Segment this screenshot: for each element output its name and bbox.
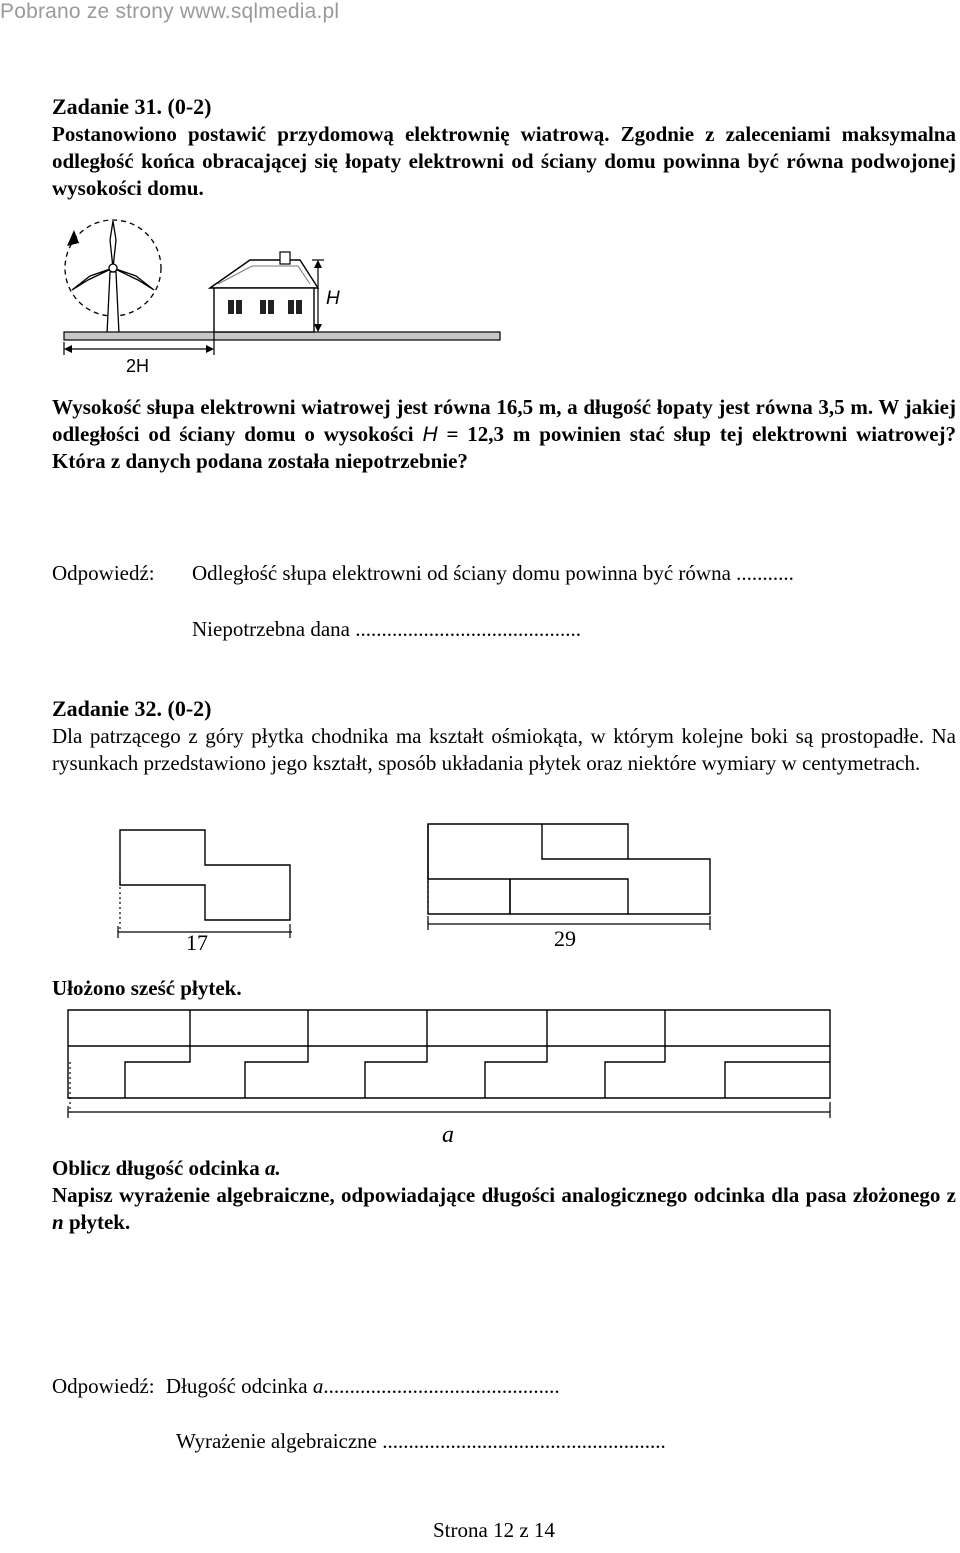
dimension-a-label: a [442, 1122, 454, 1148]
task32-answer-line-1: Odpowiedź: Długość odcinka a............................................. [52, 1374, 560, 1398]
dimension-17-label: 17 [186, 930, 208, 955]
turbine-mast [107, 272, 119, 334]
instruction-1: Oblicz długość odcinka a. [52, 1156, 281, 1180]
single-tile-figure [110, 820, 310, 960]
two-tiles-figure [420, 816, 720, 956]
six-tiles-label: Ułożono sześć płytek. [52, 976, 242, 1000]
task31-answer-label: Odpowiedź: [52, 561, 155, 585]
variable-H: H [422, 423, 438, 446]
watermark: Pobrano ze strony www.sqlmedia.pl [0, 0, 340, 23]
task31-question: Wysokość słupa elektrowni wiatrowej jest równa 16,5 m, a długość łopaty jest równa 3,5 m. W jakiej odległości od ściany domu o wysokości H = 12,3 m powinien stać słup tej elektrowni wiatrowej? Która z danych podana została niepotrzebnie? [52, 395, 957, 473]
height-label: H [326, 288, 340, 309]
rotation-arrow-icon [67, 230, 79, 246]
tile-joints [68, 1010, 830, 1098]
task31-answer-line-1: Odległość słupa elektrowni od ściany domu powinna być równa ........... [192, 561, 794, 585]
turbine-blade [72, 268, 113, 290]
turbine-blade [113, 268, 154, 290]
task32-answer-line-2: Wyrażenie algebraiczne ...................................................... [176, 1429, 666, 1453]
task32-title: Zadanie 32. (0-2) [52, 696, 212, 721]
instruction-2: Napisz wyrażenie algebraiczne, odpowiadające długości analogicznego odcinka dla pasa złożonego z n płytek. [52, 1183, 956, 1234]
task31-title: Zadanie 31. (0-2) [52, 94, 212, 119]
task32-answer-label: Odpowiedź: [52, 1374, 155, 1398]
turbine-blade [110, 221, 116, 268]
ground [64, 332, 500, 340]
page-number: Strona 12 z 14 [433, 1518, 555, 1542]
tile-outline [120, 830, 290, 920]
distance-label: 2H [126, 356, 150, 376]
wind-turbine-figure [50, 210, 510, 385]
variable-a: a. [264, 1156, 281, 1180]
task31-answer-line-2: Niepotrzebna dana ........................................... [192, 617, 582, 641]
task31-intro: Postanowiono postawić przydomową elektrownię wiatrową. Zgodnie z zaleceniami maksymalna odległość końca obracającej się łopaty elektrowni od ściany domu powinna być równa podwojonej wysokości domu. [52, 122, 956, 200]
house [210, 252, 318, 332]
variable-n: n [52, 1210, 64, 1234]
dimension-29-label: 29 [554, 926, 576, 951]
six-tiles-figure [60, 1002, 840, 1150]
task32-intro: Dla patrzącego z góry płytka chodnika ma kształt ośmiokąta, w którym kolejne boki są prostopadłe. Na rysunkach przedstawiono jego kształt, sposób układania płytek oraz niektóre wymiary w centymetrach. [52, 724, 956, 775]
